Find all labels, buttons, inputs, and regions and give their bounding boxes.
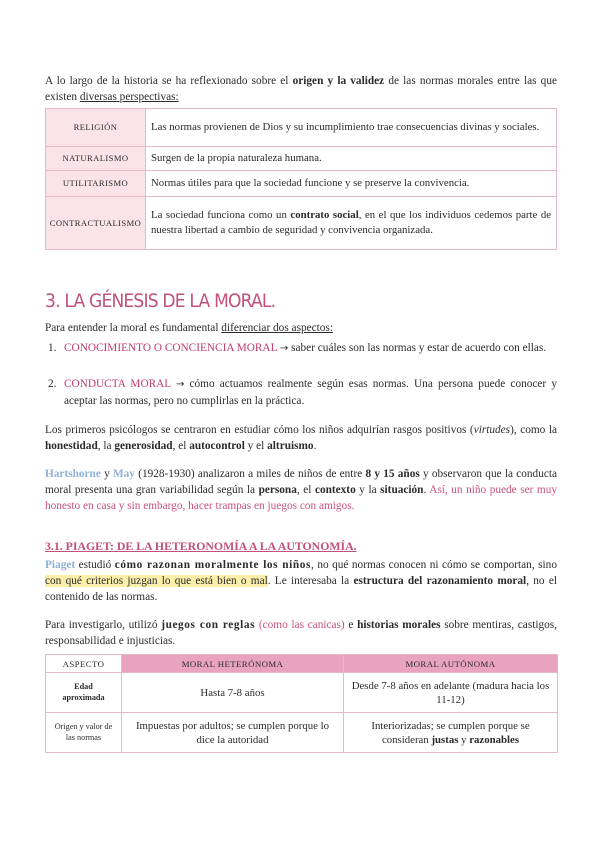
table-row <box>46 197 557 250</box>
perspective-label: NATURALISMO <box>46 147 146 171</box>
cell-text: Desde 7-8 años en adelante (madura hacia los 11-12) <box>351 679 550 706</box>
text: . <box>423 484 430 496</box>
intro-text-2: de las normas morales entre las que existen <box>45 75 557 103</box>
intro-paragraph <box>45 73 557 105</box>
text: , no el contenido de las normas. <box>45 575 557 603</box>
perspective-text-2: , en el que los individuos cedemos parte de nuestra libertad a cambio de seguridad y convivencia organizada. <box>151 209 552 236</box>
text: y <box>100 468 113 480</box>
text: , el <box>296 484 315 496</box>
intro-bold: origen y la validez <box>292 75 385 87</box>
perspective-text: La sociedad funciona como un <box>151 209 291 222</box>
table-cell: Impuestas por adultos; se cumplen porque lo dice la autoridad <box>122 713 344 753</box>
piaget-paragraph <box>45 557 557 605</box>
table-row <box>46 109 557 147</box>
list-text: saber cuáles son las normas y estar de acuerdo con ellas. <box>288 342 547 354</box>
bold-text: 8 y 15 años <box>365 468 420 480</box>
list-number: 1. <box>48 342 57 354</box>
text: (1928-1930) analizaron a miles de niños de entre <box>134 468 366 480</box>
table-cell <box>344 673 558 713</box>
intro-text: A lo largo de la historia se ha reflexionado sobre el <box>45 75 293 87</box>
cell-bold: justas <box>431 733 459 746</box>
cell-text-2: y <box>458 733 470 746</box>
list-number: 2. <box>48 378 57 390</box>
bold-text: juegos con reglas <box>161 619 256 631</box>
perspective-text: Las normas provienen de Dios y su incumplimiento trae consecuencias divinas y sociales. <box>151 121 540 134</box>
column-header: MORAL AUTÓNOMA <box>344 655 558 673</box>
perspective-description <box>146 197 557 250</box>
list-term: CONOCIMIENTO O CONCIENCIA MORAL <box>64 342 278 354</box>
list-text: cómo actuamos realmente según esas normas. Una persona puede conocer y aceptar las normas, pero no cumplirlas en la práctica. <box>64 378 557 407</box>
text: estudió <box>75 559 115 571</box>
list-item <box>48 340 557 357</box>
perspective-text: Normas útiles para que la sociedad funcione y se preserve la convivencia. <box>151 177 470 190</box>
list-content <box>64 376 557 409</box>
text: , no qué normas conocen ni cómo se comportan, sino <box>311 559 557 571</box>
text: sobre mentiras, castigos, responsabilidad e injusticias. <box>45 619 558 647</box>
arrow-icon: → <box>279 343 289 354</box>
list-content <box>64 340 557 357</box>
bold-text: situación <box>380 484 424 496</box>
row-label-text: Edad aproximada <box>62 682 105 702</box>
section3-intro <box>45 320 557 336</box>
perspective-description <box>146 109 557 147</box>
perspectives-table <box>45 108 557 250</box>
highlighted-text: con qué criterios juzgan lo que está bien o mal <box>45 575 268 587</box>
text: Los primeros psicólogos se centraron en estudiar cómo los niños adquirían rasgos positivos ( <box>45 424 474 436</box>
bold-text: cómo razonan moralmente los niños <box>114 559 312 571</box>
table-header-row <box>46 655 558 673</box>
text: y el <box>244 440 268 452</box>
perspective-description <box>146 171 557 197</box>
bold-text: persona <box>258 484 297 496</box>
perspective-label: UTILITARISMO <box>46 171 146 197</box>
table-cell <box>344 713 558 753</box>
table-row <box>46 147 557 171</box>
perspective-text: Surgen de la propia naturaleza humana. <box>151 152 322 165</box>
text: , la <box>97 440 115 452</box>
section-title: 3. LA GÉNESIS DE LA MORAL. <box>45 290 276 312</box>
table-row <box>46 171 557 197</box>
cell-bold-2: razonables <box>469 733 520 746</box>
bold-text: estructura del razonamiento moral <box>353 575 527 587</box>
subsection-title: 3.1. PIAGET: DE LA HETERONOMÍA A LA AUTONOMÍA. <box>45 539 357 553</box>
row-label <box>46 673 122 713</box>
row-label <box>46 713 122 753</box>
bold-text: altruismo <box>267 440 314 452</box>
cell-text: Interiorizadas; se cumplen porque se consideran <box>371 719 530 746</box>
perspective-label: RELIGIÓN <box>46 109 146 147</box>
text: y la <box>355 484 381 496</box>
table-cell: Hasta 7-8 años <box>122 673 344 713</box>
author-name: Piaget <box>45 559 76 571</box>
hartshorne-paragraph <box>45 466 557 514</box>
table-row <box>46 673 558 713</box>
table-row <box>46 713 558 753</box>
list-term: CONDUCTA MORAL <box>64 378 171 390</box>
author-name: Hartshorne <box>45 468 101 480</box>
text: y observaron que la conducta moral presenta una gran variabilidad según la <box>45 468 558 496</box>
text: e <box>344 619 358 631</box>
section3-intro-text: Para entender la moral es fundamental <box>45 322 222 334</box>
author-name: May <box>112 468 135 480</box>
intro-underlined: diversas perspectivas: <box>79 91 179 103</box>
perspective-description <box>146 147 557 171</box>
row-label-text: Origen y valor de las normas <box>54 722 113 742</box>
investigation-paragraph <box>45 617 557 649</box>
list-item <box>48 376 557 409</box>
bold-text: generosidad <box>114 440 173 452</box>
italic-text: virtudes <box>473 424 511 436</box>
arrow-icon: → <box>175 379 185 390</box>
text: . Le interesaba la <box>267 575 354 587</box>
bold-text: honestidad <box>45 440 98 452</box>
text: Para investigarlo, utilizó <box>45 619 162 631</box>
column-header: MORAL HETERÓNOMA <box>122 655 344 673</box>
bold-text: contexto <box>314 484 356 496</box>
text: , el <box>172 440 190 452</box>
bold-text: autocontrol <box>189 440 245 452</box>
text: . <box>313 440 317 452</box>
text: ), como la <box>510 424 557 436</box>
pink-example: Así, un niño puede ser muy honesto en casa y sin embargo, hacer trampas en juegos con amigos. <box>45 484 558 512</box>
pink-example: (como las canicas) <box>258 619 345 631</box>
piaget-table <box>45 654 558 753</box>
bold-text: historias morales <box>357 619 441 631</box>
virtues-paragraph <box>45 422 557 454</box>
perspective-label: CONTRACTUALISMO <box>46 197 146 250</box>
column-header: ASPECTO <box>46 655 122 673</box>
section3-intro-underlined: diferenciar dos aspectos: <box>221 322 333 334</box>
perspective-bold: contrato social <box>290 209 359 222</box>
